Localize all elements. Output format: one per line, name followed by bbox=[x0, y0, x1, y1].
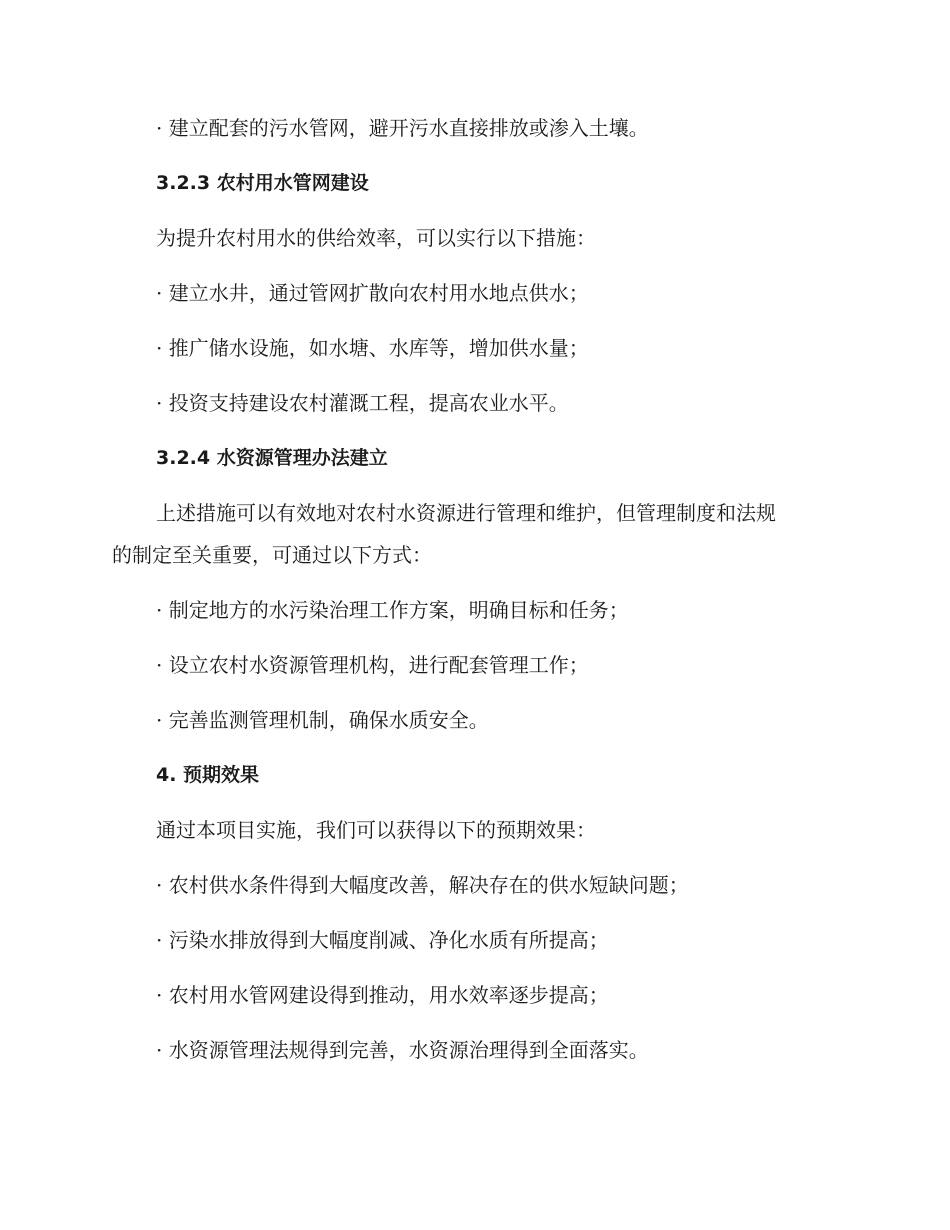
bullet-monitoring: · 完善监测管理机制，确保水质安全。 bbox=[156, 708, 489, 732]
section-heading-3-2-3: 3.2.3 农村用水管网建设 bbox=[156, 172, 369, 194]
section-heading-4: 4. 预期效果 bbox=[156, 764, 260, 786]
bullet-wells: · 建立水井，通过管网扩散向农村用水地点供水； bbox=[156, 281, 589, 305]
bullet-pollution-plan: · 制定地方的水污染治理工作方案，明确目标和任务； bbox=[156, 598, 629, 622]
paragraph-intro-4: 通过本项目实施，我们可以获得以下的预期效果： bbox=[156, 818, 596, 842]
paragraph-3-2-4-line-1: 上述措施可以有效地对农村水资源进行管理和维护，但管理制度和法规 bbox=[156, 501, 776, 525]
bullet-water-storage: · 推广储水设施，如水塘、水库等，增加供水量； bbox=[156, 336, 589, 360]
paragraph-3-2-4-line-2: 的制定至关重要，可通过以下方式： bbox=[112, 543, 432, 567]
bullet-supply-improved: · 农村供水条件得到大幅度改善，解决存在的供水短缺问题； bbox=[156, 873, 689, 897]
bullet-sewage-network: · 建立配套的污水管网，避开污水直接排放或渗入土壤。 bbox=[156, 116, 649, 140]
bullet-discharge-reduced: · 污染水排放得到大幅度削减、净化水质有所提高； bbox=[156, 928, 609, 952]
bullet-pipeline-promoted: · 农村用水管网建设得到推动，用水效率逐步提高； bbox=[156, 983, 609, 1007]
section-heading-3-2-4: 3.2.4 水资源管理办法建立 bbox=[156, 447, 388, 469]
bullet-regulations-improved: · 水资源管理法规得到完善，水资源治理得到全面落实。 bbox=[156, 1038, 649, 1062]
paragraph-intro-3-2-3: 为提升农村用水的供给效率，可以实行以下措施： bbox=[156, 226, 596, 250]
bullet-irrigation: · 投资支持建设农村灌溉工程，提高农业水平。 bbox=[156, 391, 569, 415]
bullet-management-agency: · 设立农村水资源管理机构，进行配套管理工作； bbox=[156, 653, 589, 677]
